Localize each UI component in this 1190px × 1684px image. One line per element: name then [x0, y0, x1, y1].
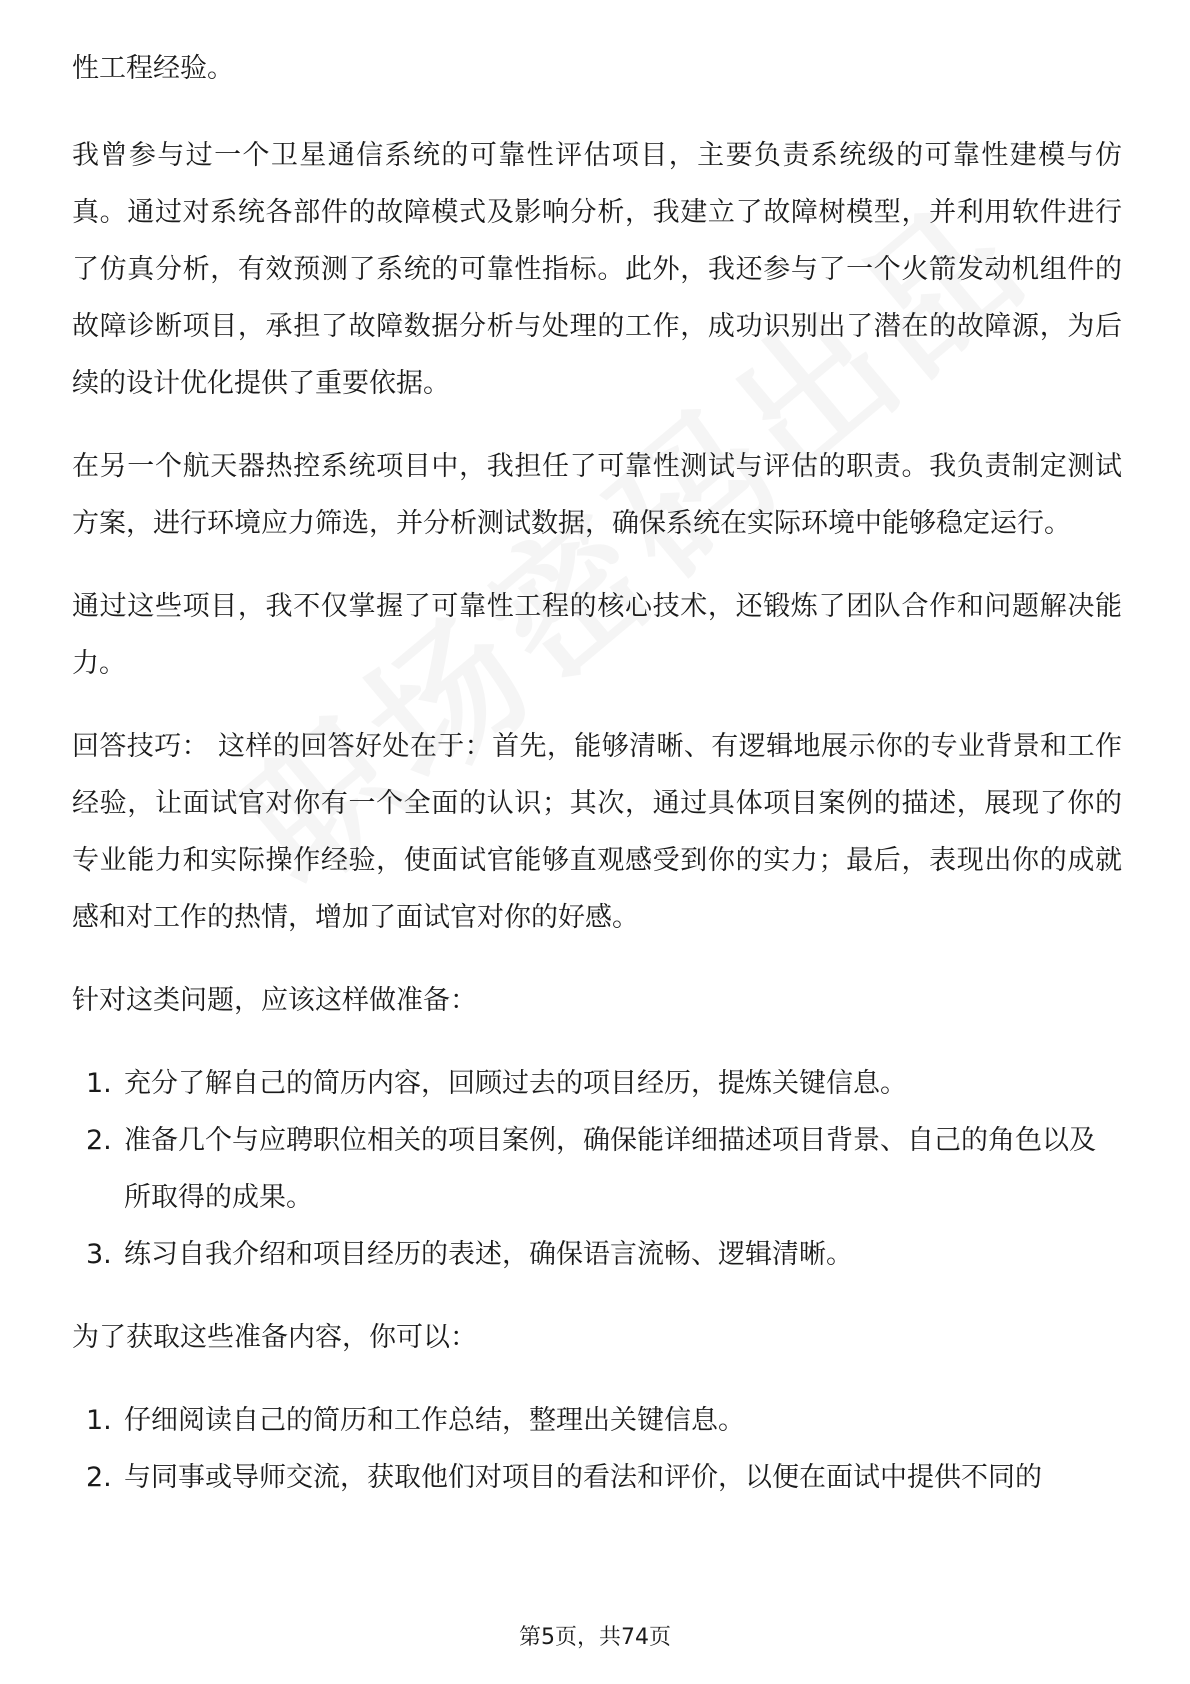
- list-item-text: 仔细阅读自己的简历和工作总结，整理出关键信息。: [124, 1405, 745, 1436]
- list-item: [72, 1392, 1122, 1449]
- list-number: 2.: [86, 1125, 112, 1156]
- paragraph: 性工程经验。: [72, 53, 234, 84]
- paragraph: 在另一个航天器热控系统项目中，我担任了可靠性测试与评估的职责。我负责制定测试方案，进行环境应力筛选，并分析测试数据，确保系统在实际环境中能够稳定运行。: [72, 451, 1122, 539]
- list-item: [72, 1449, 1122, 1506]
- preparation-list: [72, 1055, 1122, 1283]
- list-item: [72, 1112, 1122, 1226]
- list-item-text: 充分了解自己的简历内容，回顾过去的项目经历，提炼关键信息。: [124, 1068, 907, 1099]
- paragraph: 我曾参与过一个卫星通信系统的可靠性评估项目，主要负责系统级的可靠性建模与仿真。通过对系统各部件的故障模式及影响分析，我建立了故障树模型，并利用软件进行了仿真分析，有效预测了系统的可靠性指标。此外，我还参与了一个火箭发动机组件的故障诊断项目，承担了故障数据分析与处理的工作，成功识别出了潜在的故障源，为后续的设计优化提供了重要依据。: [72, 140, 1122, 399]
- paragraph: 针对这类问题，应该这样做准备：: [72, 985, 477, 1016]
- sources-list: [72, 1392, 1122, 1506]
- list-number: 1.: [86, 1068, 112, 1099]
- list-number: 3.: [86, 1239, 112, 1270]
- list-item: [72, 1226, 1122, 1283]
- document-page: [72, 40, 1122, 1532]
- paragraph: 通过这些项目，我不仅掌握了可靠性工程的核心技术，还锻炼了团队合作和问题解决能力。: [72, 591, 1122, 679]
- paragraph: 为了获取这些准备内容，你可以：: [72, 1322, 477, 1353]
- list-item-text: 与同事或导师交流，获取他们对项目的看法和评价，以便在面试中提供不同的: [124, 1462, 1042, 1493]
- page-footer: 第5页，共74页: [519, 1625, 671, 1650]
- answer-tips-paragraph: 回答技巧： 这样的回答好处在于：首先，能够清晰、有逻辑地展示你的专业背景和工作经验，让面试官对你有一个全面的认识；其次，通过具体项目案例的描述，展现了你的专业能力和实际操作经验，使面试官能够直观感受到你的实力；最后，表现出你的成就感和对工作的热情，增加了面试官对你的好感。: [72, 731, 1122, 933]
- list-item-text: 准备几个与应聘职位相关的项目案例，确保能详细描述项目背景、自己的角色以及所取得的成果。: [124, 1125, 1096, 1213]
- list-number: 1.: [86, 1405, 112, 1436]
- list-item-text: 练习自我介绍和项目经历的表述，确保语言流畅、逻辑清晰。: [124, 1239, 853, 1270]
- list-item: [72, 1055, 1122, 1112]
- list-number: 2.: [86, 1462, 112, 1493]
